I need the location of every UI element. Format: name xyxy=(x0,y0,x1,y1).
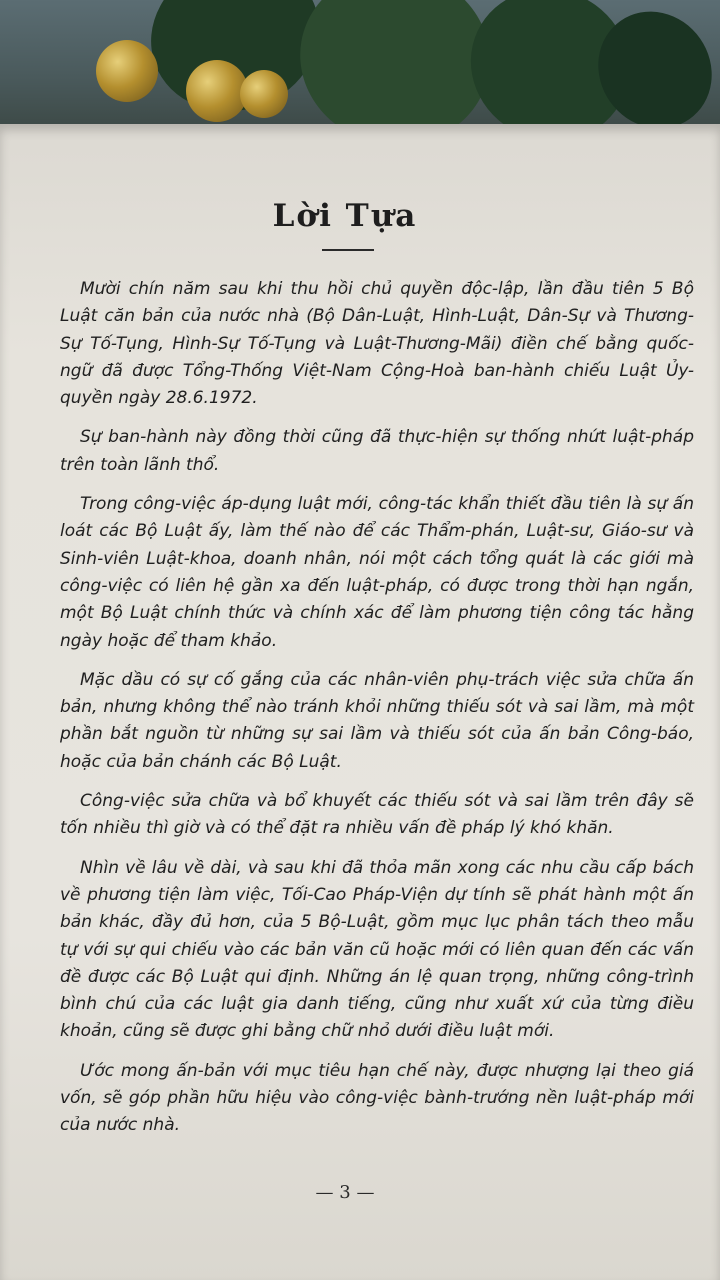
paragraph: Công-việc sửa chữa và bổ khuyết các thiếu sót và sai lầm trên đây sẽ tốn nhiều thì giờ và có thể đặt ra nhiều vấn đề pháp lý khó khăn. xyxy=(60,791,694,839)
paragraph: Nhìn về lâu về dài, và sau khi đã thỏa mãn xong các nhu cầu cấp bách về phương tiện làm việc, Tối-Cao Pháp-Viện dự tính sẽ phát hành một ấn bản khác, đầy đủ hơn, của 5 Bộ-Luật, gồm mục lục phân tách theo mẫu tự với sự qui chiếu vào các bản văn cũ hoặc mới có liên quan đến các vấn đề được các Bộ Luật qui định. Những án lệ quan trọng, những công-trình bình chú của các luật gia danh tiếng, cũng như xuất xứ của từng điều khoản, cũng sẽ được ghi bằng chữ nhỏ dưới điều luật mới. xyxy=(60,857,694,1042)
paragraph: Ước mong ấn-bản với mục tiêu hạn chế này, được nhượng lại theo giá vốn, sẽ góp phần hữu hiệu vào công-việc bành-trướng nền luật-pháp mới của nước nhà. xyxy=(60,1060,694,1136)
page-number: — 3 — xyxy=(315,1182,375,1203)
page-title: Lời Tựa xyxy=(272,198,418,234)
paragraph: Mười chín năm sau khi thu hồi chủ quyền độc-lập, lần đầu tiên 5 Bộ Luật căn bản của nước nhà (Bộ Dân-Luật, Hình-Luật, Dân-Sự và Thương-Sự Tố-Tụng, Hình-Sự Tố-Tụng và Luật-Thương-Mãi) điền chế bằng quốc-ngữ đã được Tổng-Thống Việt-Nam Cộng-Hoà ban-hành chiếu Luật Ủy-quyền ngày 28.6.1972. xyxy=(60,279,694,409)
body-text xyxy=(60,276,694,1152)
gold-ornament xyxy=(96,40,158,102)
paragraph: Mặc dầu có sự cố gắng của các nhân-viên phụ-trách việc sửa chữa ấn bản, nhưng không thể nào tránh khỏi những thiếu sót và sai lầm, mà một phần bắt nguồn từ những sự sai lầm và thiếu sót của ấn bản Công-báo, hoặc của bản chánh các Bộ Luật. xyxy=(60,669,694,772)
gold-ornament xyxy=(186,60,248,122)
gold-ornament xyxy=(240,70,288,118)
book-page xyxy=(0,124,720,1280)
title-divider xyxy=(322,249,374,251)
paragraph: Trong công-việc áp-dụng luật mới, công-tác khẩn thiết đầu tiên là sự ấn loát các Bộ Luật ấy, làm thế nào để các Thẩm-phán, Luật-sư, Giáo-sư và Sinh-viên Luật-khoa, doanh nhân, nói một cách tổng quát là các giới mà công-việc có liên hệ gần xa đến luật-pháp, có được trong thời hạn ngắn, một Bộ Luật chính thức và chính xác để làm phương tiện công tác hằng ngày hoặc để tham khảo. xyxy=(60,494,694,651)
background-scene xyxy=(0,0,720,140)
paragraph: Sự ban-hành này đồng thời cũng đã thực-hiện sự thống nhứt luật-pháp trên toàn lãnh thổ. xyxy=(60,427,694,475)
